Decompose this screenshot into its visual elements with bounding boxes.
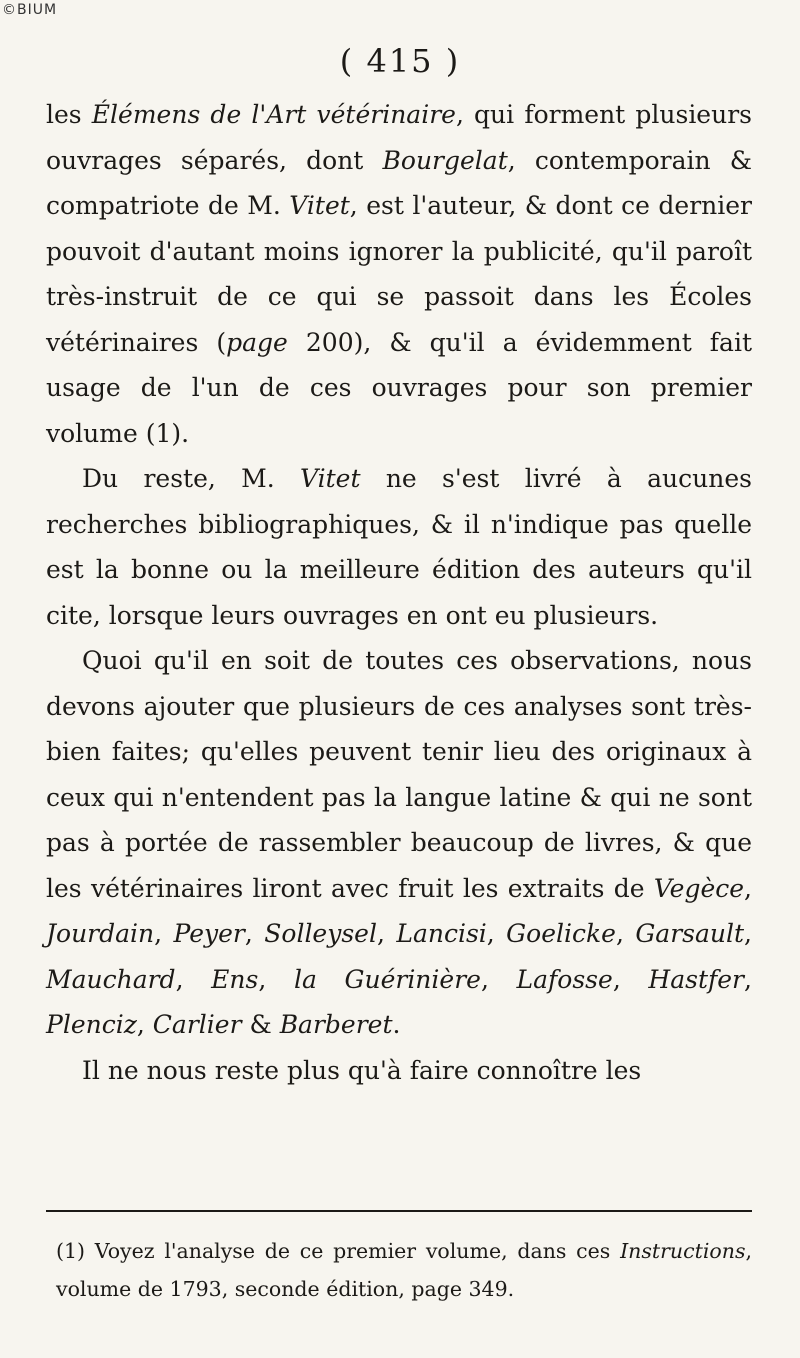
text-run: Du reste, M. (82, 464, 301, 493)
text-run: Quoi qu'il en soit de toutes ces observations, nous devons ajouter que plusieurs de ces analyses sont très-bien faites; qu'elles peuvent tenir lieu des originaux à ceux qui n'entendent pas la langue latine & qui ne sont pas à portée de rassembler beaucoup de livres, & que les vétérinaires liront avec fruit les extraits de (46, 646, 752, 903)
italic-text: Garsault (635, 919, 745, 948)
italic-text: Lancisi (396, 919, 487, 948)
paragraph-3 (46, 638, 752, 1048)
italic-text: Ens (211, 964, 259, 994)
paragraph-4 (46, 1048, 752, 1094)
text-run: , (615, 919, 636, 948)
italic-text: Bourgelat (382, 145, 508, 175)
text-run: , volume de 1793, seconde édition, page 349. (56, 1239, 752, 1301)
italic-text: Instructions (620, 1239, 746, 1263)
text-run: ne s'est livré à aucunes recherches bibliographiques, & il n'indique pas quelle est la bonne ou la meilleure édition des auteurs qu'il cite, lorsque leurs ouvrages en ont eu plusieurs. (46, 464, 752, 630)
paragraph-2 (46, 456, 752, 638)
text-run: , (154, 919, 174, 948)
italic-text: page (226, 327, 288, 357)
text-run: , (744, 873, 752, 903)
italic-text: la Guérinière (293, 964, 481, 994)
text-run: , qui forment plusieurs ouvrages séparés, dont (46, 100, 752, 175)
italic-text: Vitet (289, 191, 350, 220)
text-run: les (46, 100, 92, 129)
text-run: , (175, 964, 212, 994)
italic-text: Mauchard (46, 964, 176, 994)
italic-text: Plenciz (46, 1010, 137, 1039)
watermark: ©BIUM (2, 2, 58, 18)
italic-text: Vitet (300, 464, 361, 493)
text-run: , (244, 919, 265, 948)
text-run: . (392, 1010, 401, 1039)
text-run: & (241, 1010, 280, 1039)
text-run: , (136, 1010, 153, 1039)
italic-text: Hastfer (648, 964, 744, 994)
italic-text: Solleysel (264, 919, 377, 948)
footnote-rule (46, 1210, 752, 1212)
italic-text: Vegèce (653, 873, 745, 903)
italic-text: Jourdain (46, 919, 155, 948)
italic-text: Carlier (152, 1010, 242, 1039)
italic-text: Peyer (173, 919, 245, 948)
text-run: , contemporain & compatriote de M. (46, 145, 752, 220)
page-number: ( 415 ) (339, 42, 461, 80)
text-run: , (480, 964, 517, 994)
text-run: , (258, 964, 294, 994)
italic-text: Barberet (279, 1010, 393, 1039)
text-run: , (744, 964, 752, 994)
footnote (56, 1232, 752, 1308)
text-run: (1) Voyez l'analyse de ce premier volume, dans ces (56, 1239, 621, 1263)
text-run: , (486, 919, 507, 948)
text-run: 200), & qu'il a évidemment fait usage de l'un de ces ouvrages pour son premier volume (1). (46, 327, 753, 448)
text-run: , est l'auteur, & dont ce dernier pouvoit d'autant moins ignorer la publicité, qu'il paroît très-instruit de ce qui se passoit dans les Écoles vétérinaires ( (46, 191, 752, 357)
italic-text: Élémens de l'Art vétérinaire (91, 100, 456, 129)
paragraph-1 (46, 92, 752, 456)
text-run: , (376, 919, 397, 948)
text-run: Il ne nous reste plus qu'à faire connoître les (82, 1055, 642, 1085)
italic-text: Lafosse (516, 964, 613, 994)
text-run: , (612, 964, 649, 994)
body-text (46, 92, 752, 1093)
text-run: , (744, 919, 752, 948)
italic-text: Goelicke (506, 919, 616, 948)
